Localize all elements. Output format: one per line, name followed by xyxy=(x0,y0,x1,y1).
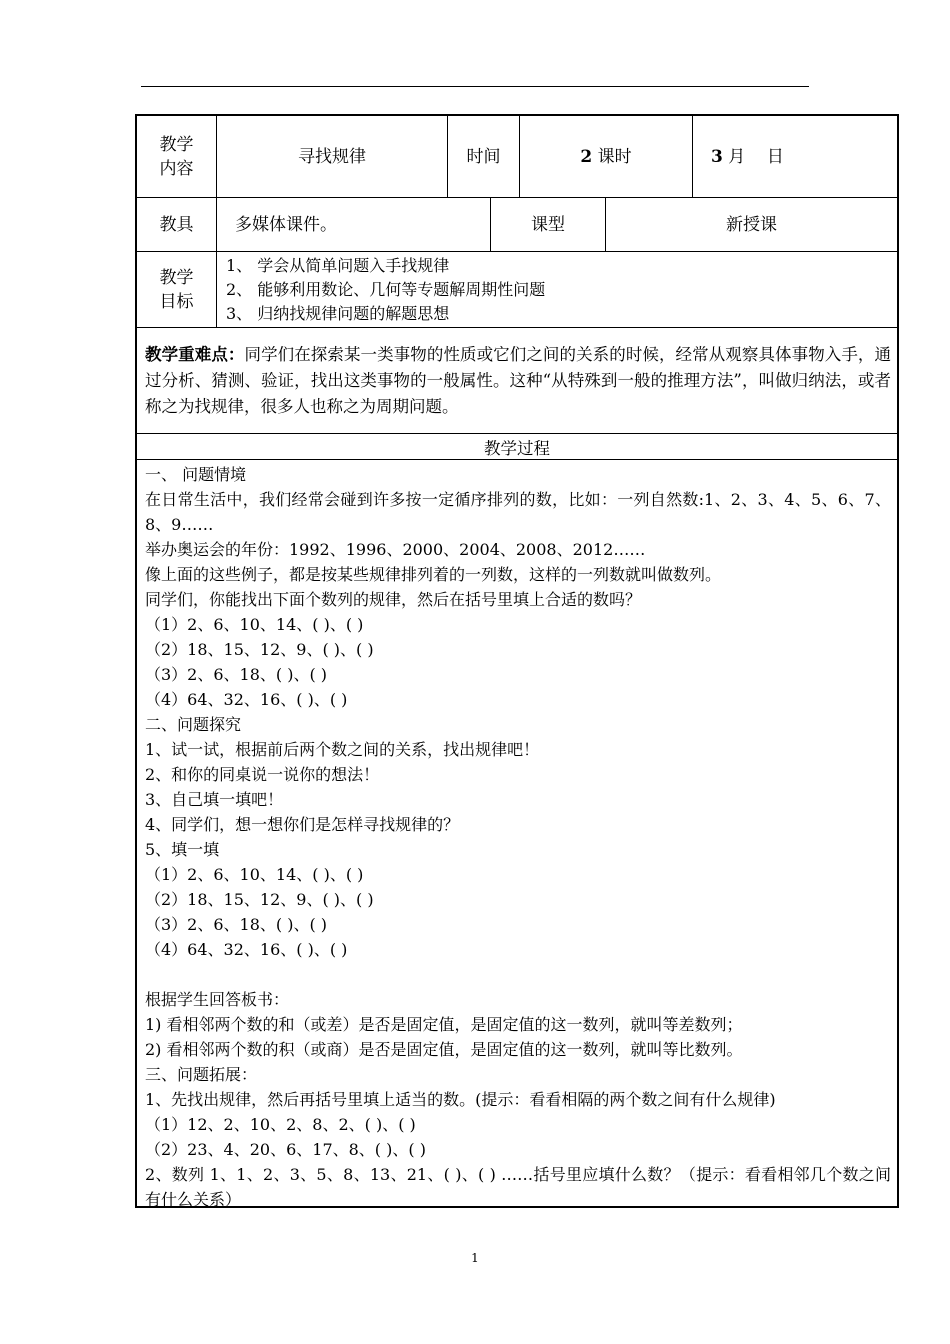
month-number: 3 xyxy=(711,146,723,167)
section-heading: 三、问题拓展： xyxy=(145,1065,258,1084)
topic: 寻找规律 xyxy=(298,146,366,167)
process-title: 教学过程 xyxy=(484,438,550,458)
exercise-item: 1、先找出规律，然后再括号里填上适当的数。(提示：看看相隔的两个数之间有什么规律) xyxy=(145,1090,776,1109)
step-item: 3、自己填一填吧！ xyxy=(145,790,284,809)
process-line: 像上面的这些例子，都是按某些规律排列着的一列数，这样的一列数就叫做数列。 xyxy=(145,565,722,584)
process-body xyxy=(145,462,891,1212)
type-value: 新授课 xyxy=(726,214,777,235)
sequence-item: （1）2、6、10、14、( )、( ) xyxy=(145,615,364,634)
tools-value: 多媒体课件。 xyxy=(235,214,337,235)
sequence-item: （3）2、6、18、( )、( ) xyxy=(145,915,328,934)
content-label-line2: 内容 xyxy=(159,158,194,179)
row-process-title xyxy=(137,434,897,460)
goal-item: 3、 归纳找规律问题的解题思想 xyxy=(226,304,450,323)
process-paragraph: 在日常生活中，我们经常会碰到许多按一定循序排列的数，比如：一列自然数:1、2、3、4、5、6、7、8、9…… xyxy=(145,490,891,534)
step-item: 5、填一填 xyxy=(145,840,220,859)
key-points-text: 同学们在探索某一类事物的性质或它们之间的关系的时候，经常从观察具体事物入手，通过分析、猜测、验证，找出这类事物的一般属性。这种“从特殊到一般的推理方法”，叫做归纳法，或者称之为找规律，很多人也称之为周期问题。 xyxy=(145,345,892,416)
row-content xyxy=(137,116,897,198)
step-item: 1、试一试，根据前后两个数之间的关系，找出规律吧！ xyxy=(145,740,540,759)
sequence-item: （2）18、15、12、9、( )、( ) xyxy=(145,890,374,909)
board-note: 1) 看相邻两个数的和（或差）是否是固定值，是固定值的这一数列，就叫等差数列； xyxy=(145,1015,743,1034)
type-label-cell xyxy=(491,198,606,251)
sequence-item: （3）2、6、18、( )、( ) xyxy=(145,665,328,684)
row-key-points xyxy=(137,328,897,434)
time-label: 时间 xyxy=(466,146,501,167)
type-value-cell xyxy=(606,198,897,251)
period-unit: 课时 xyxy=(597,146,632,167)
content-label-line1: 教学 xyxy=(159,134,194,155)
goal-item: 2、 能够利用数论、几何等专题解周期性问题 xyxy=(226,280,546,299)
page-number: 1 xyxy=(471,1251,479,1265)
time-label-cell xyxy=(448,116,520,197)
date-cell xyxy=(693,116,897,197)
topic-cell xyxy=(217,116,448,197)
content-label xyxy=(137,116,217,197)
blank-line xyxy=(145,962,891,987)
sequence-item: （1）2、6、10、14、( )、( ) xyxy=(145,865,364,884)
exercise-item: 2、数列 1、1、2、3、5、8、13、21、( )、( ) ……括号里应填什么数？（提示：看看相邻几个数之间有什么关系） xyxy=(145,1165,891,1209)
month-unit: 月 xyxy=(728,146,746,167)
period-number: 2 xyxy=(580,146,593,167)
section-heading: 一、 问题情境 xyxy=(145,465,247,484)
sequence-item: （1）12、2、10、2、8、2、( )、( ) xyxy=(145,1115,416,1134)
tools-label-cell xyxy=(137,198,217,251)
sequence-item: （4）64、32、16、( )、( ) xyxy=(145,690,348,709)
tools-value-cell xyxy=(217,198,491,251)
key-points xyxy=(145,342,891,420)
board-note: 2) 看相邻两个数的积（或商）是否是固定值，是固定值的这一数列，就叫等比数列。 xyxy=(145,1040,743,1059)
period-cell xyxy=(520,116,693,197)
goals-label xyxy=(137,252,217,327)
key-points-label: 教学重难点： xyxy=(145,345,245,364)
process-line: 根据学生回答板书： xyxy=(145,990,290,1009)
section-heading: 二、问题探究 xyxy=(145,715,242,734)
row-goals xyxy=(137,252,897,328)
goals-list xyxy=(217,252,897,327)
sequence-item: （2）18、15、12、9、( )、( ) xyxy=(145,640,374,659)
goals-label-line2: 目标 xyxy=(159,291,194,312)
step-item: 4、同学们，想一想你们是怎样寻找规律的？ xyxy=(145,815,460,834)
type-label: 课型 xyxy=(531,214,565,235)
step-item: 2、和你的同桌说一说你的想法！ xyxy=(145,765,380,784)
tools-label: 教具 xyxy=(159,214,194,235)
process-line: 同学们，你能找出下面个数列的规律，然后在括号里填上合适的数吗？ xyxy=(145,590,642,609)
sequence-item: （2）23、4、20、6、17、8、( )、( ) xyxy=(145,1140,426,1159)
sequence-item: （4）64、32、16、( )、( ) xyxy=(145,940,348,959)
lesson-plan-table xyxy=(135,114,899,1208)
process-line: 举办奥运会的年份：1992、1996、2000、2004、2008、2012…… xyxy=(145,540,646,559)
row-tools xyxy=(137,198,897,252)
day-unit: 日 xyxy=(766,146,784,167)
goal-item: 1、 学会从简单问题入手找规律 xyxy=(226,256,450,275)
header-rule xyxy=(141,86,809,87)
goals-label-line1: 教学 xyxy=(159,267,194,288)
